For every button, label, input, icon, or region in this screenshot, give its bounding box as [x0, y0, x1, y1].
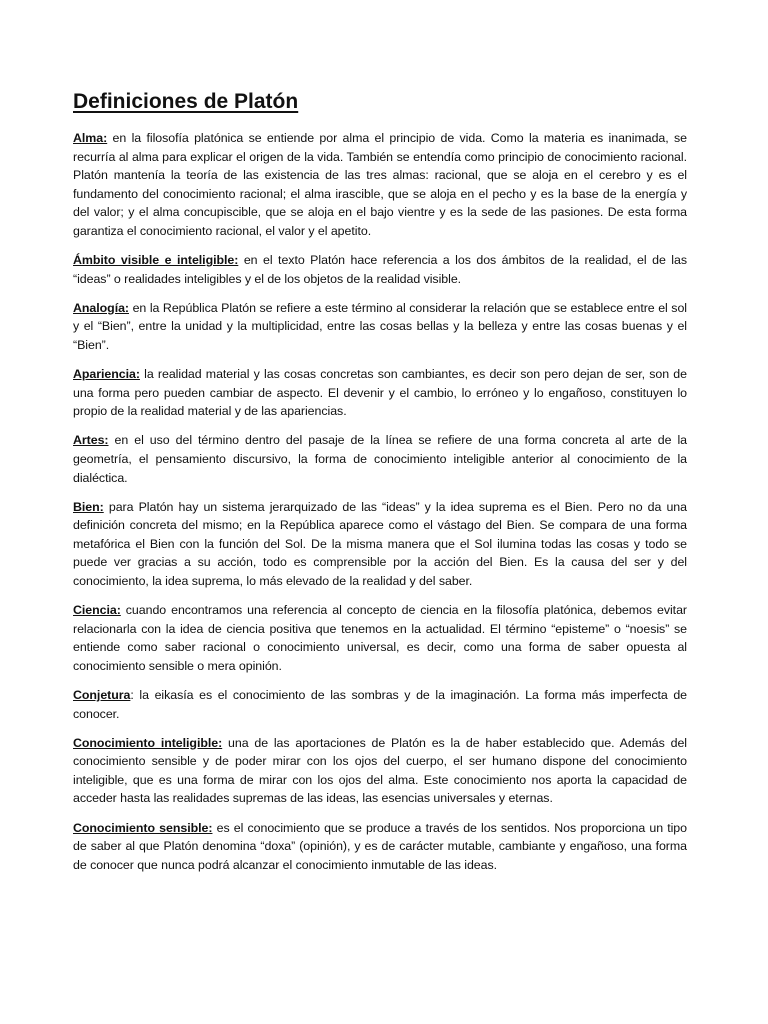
term-label: Artes: [73, 433, 109, 448]
definition-text: en el texto Platón hace referencia a los dos ámbitos de la realidad, el de las “ideas” o realidades inteligibles y el de los objetos de la realidad visible. [73, 253, 687, 286]
definition-text: es el conocimiento que se produce a través de los sentidos. Nos proporciona un tipo de saber al que Platón denomina “doxa” (opinión), y es de carácter mutable, cambiante y engañoso, una forma de conocer que nunca podrá alcanzar el conocimiento inmutable de las ideas. [73, 820, 687, 872]
definition-entry-artes [73, 431, 687, 487]
term-label: Apariencia: [73, 367, 140, 382]
definition-entry-conocimiento-sensible [73, 819, 687, 875]
term-label: Conocimiento inteligible: [73, 735, 223, 750]
term-label: Ciencia: [73, 603, 121, 618]
term-label: Conocimiento sensible: [73, 820, 213, 835]
document-title: Definiciones de Platón [73, 90, 299, 113]
term-label: Alma: [73, 131, 108, 145]
definition-entry-bien [73, 498, 687, 591]
definition-text: en el uso del término dentro del pasaje de la línea se refiere de una forma concreta al arte de la geometría, el pensamiento discursivo, la forma de conocimiento inteligible anterior al conocimiento de la dialéctica. [73, 433, 687, 485]
term-label: Bien: [73, 499, 104, 514]
definition-entry-apariencia [73, 365, 687, 421]
definition-entry-analogia [73, 299, 687, 355]
definition-text: para Platón hay un sistema jerarquizado de las “ideas” y la idea suprema es el Bien. Pero no da una definición concreta del mismo; en la República aparece como el vástago del Bien. Se compara de una forma metafórica el Bien con la función del Sol. De la misma manera que el Sol ilumina todas las cosas y todo se puede ver gracias a su acción, todo es comprensible por la acción del Bien. Es la causa del ser y del conocimiento, la idea suprema, lo más elevado de la realidad y del saber. [73, 499, 687, 588]
definition-text: una de las aportaciones de Platón es la de haber establecido que. Además del conocimiento sensible y de poder mirar con los ojos del cuerpo, el ser humano dispone del conocimiento inteligible, que es una forma de mirar con los ojos del alma. Este conocimiento nos aporta la capacidad de acceder hasta las realidades supremas de las ideas, las esencias universales y eternas. [73, 735, 687, 806]
definition-text: cuando encontramos una referencia al concepto de ciencia en la filosofía platónica, debemos evitar relacionarla con la idea de ciencia positiva que tenemos en la actualidad. El término “episteme” o “noesis” se entiende como saber racional o conocimiento universal, es decir, como una forma de saber opuesta al conocimiento sensible o mera opinión. [73, 603, 687, 673]
definition-text: en la filosofía platónica se entiende por alma el principio de vida. Como la materia es inanimada, se recurría al alma para explicar el origen de la vida. También se entendía como principio de conocimiento racional. Platón mantenía la teoría de las existencia de las tres almas: racional, que se aloja en el cerebro y es el fundamento del conocimiento racional; el alma irascible, que se aloja en el pecho y es la base de la energía y del valor; y el alma concupiscible, que se aloja en el bajo vientre y es la sede de las pasiones. De esta forma garantiza el conocimiento racional, el valor y el apetito. [73, 131, 687, 238]
definition-text: : la eikasía es el conocimiento de las sombras y de la imaginación. La forma más imperfecta de conocer. [73, 687, 687, 721]
definition-entry-alma [73, 129, 687, 241]
definition-entry-ciencia [73, 601, 687, 675]
term-label: Ámbito visible e inteligible: [73, 253, 239, 268]
term-label: Analogía: [73, 300, 129, 315]
definition-entry-conjetura [73, 686, 687, 723]
term-label: Conjetura [73, 687, 131, 702]
definition-entry-ambito [73, 251, 687, 288]
definition-entry-conocimiento-inteligible [73, 734, 687, 808]
document-page [73, 89, 687, 885]
definition-text: en la República Platón se refiere a este término al considerar la relación que se establece entre el sol y el “Bien”, entre la unidad y la multiplicidad, entre las cosas bellas y la belleza y entre las cosas buenas y el “Bien”. [73, 300, 687, 352]
definition-text: la realidad material y las cosas concretas son cambiantes, es decir son pero dejan de ser, son de una forma pero pueden cambiar de aspecto. El devenir y el cambio, lo erróneo y lo engañoso, constituyen lo propio de la realidad material y de las apariencias. [73, 367, 687, 419]
